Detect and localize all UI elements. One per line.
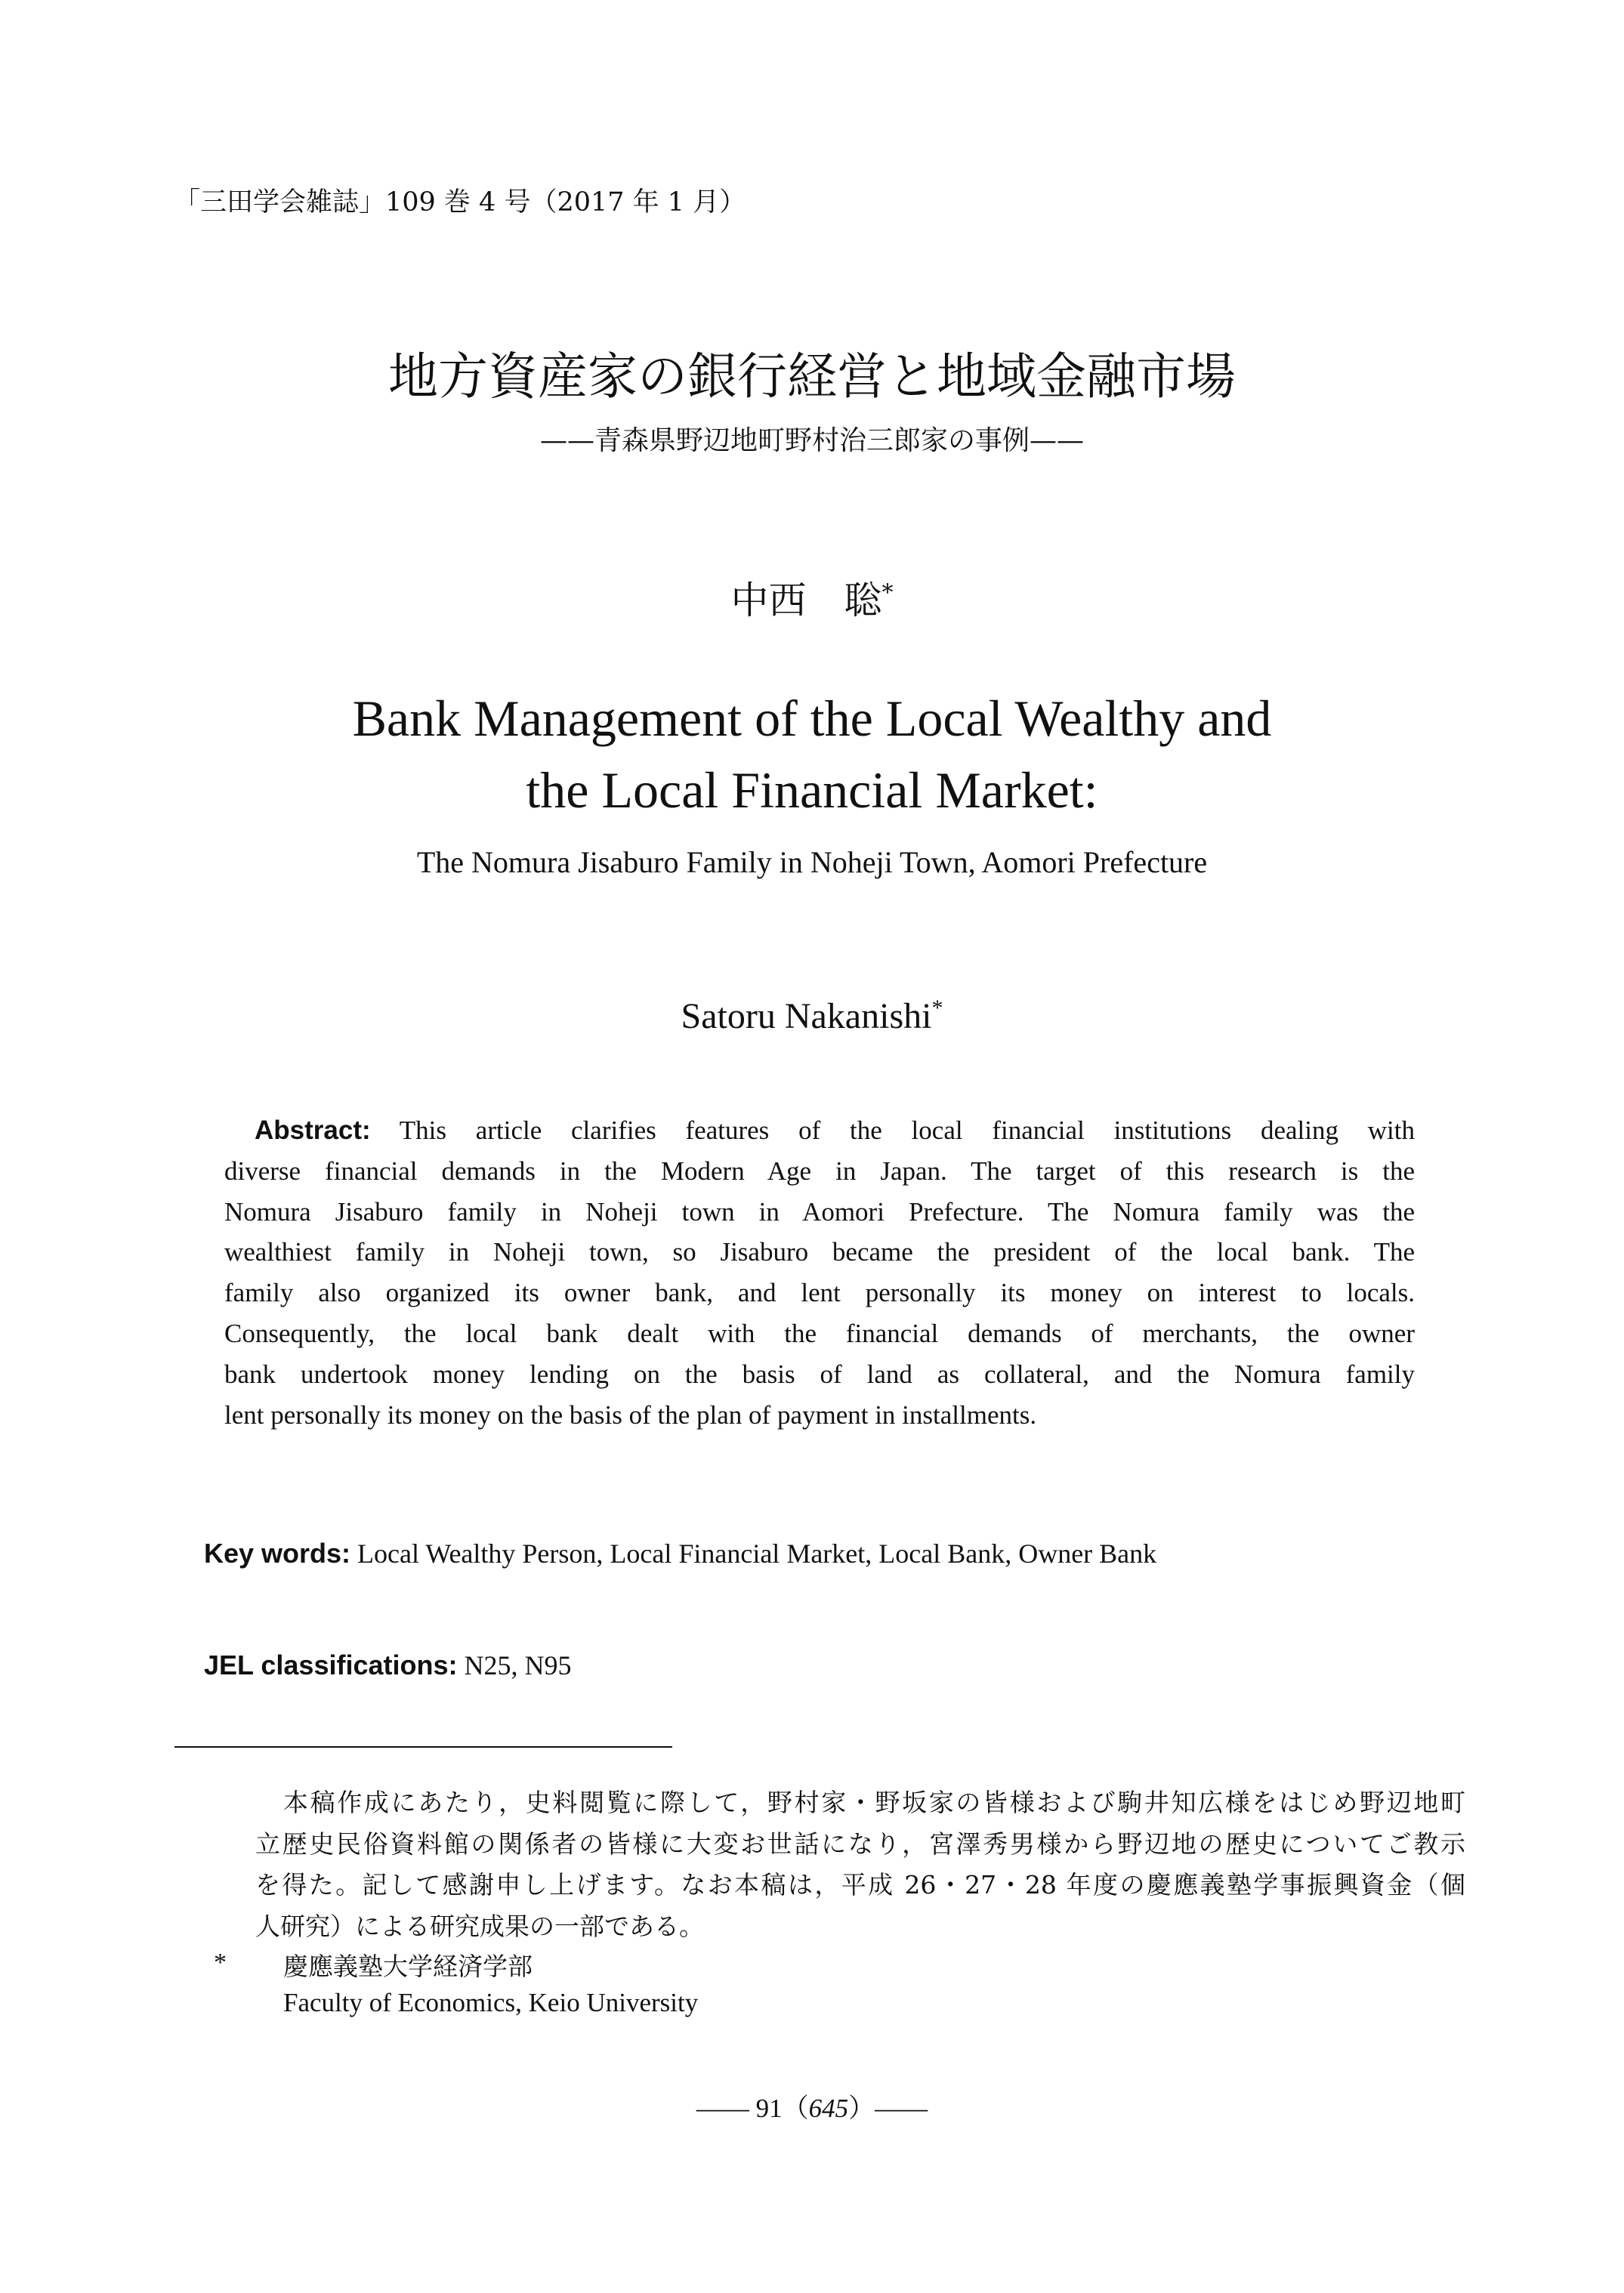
title-jp: 地方資産家の銀行経営と地域金融市場 — [388, 347, 1236, 406]
footnote-line: 立歴史民俗資料館の関係者の皆様に大変お世話になり，宮澤秀男様から野辺地の歴史についてご教示 — [255, 1829, 1465, 1859]
author-jp-mark: * — [881, 579, 894, 606]
author-en-name: Satoru Nakanishi — [681, 996, 932, 1036]
title-en-line2: the Local Financial Market: — [526, 761, 1098, 819]
abstract-label: Abstract: — [255, 1116, 371, 1145]
title-en-line1: Bank Management of the Local Wealthy and — [352, 690, 1272, 747]
jel-label: JEL classifications: — [204, 1650, 458, 1680]
keywords — [204, 1538, 1156, 1569]
footnote-line: 本稿作成にあたり，史料閲覧に際して，野村家・野坂家の皆様および駒井知広様をはじめ野辺地町 — [283, 1788, 1465, 1817]
subtitle-jp: ——青森県野辺地町野村治三郎家の事例—— — [539, 425, 1084, 456]
keywords-label: Key words: — [204, 1538, 351, 1569]
page-number-suffix: ）—— — [848, 2094, 928, 2123]
abstract-line: This article clarifies features of the local financial institutions dealing with — [399, 1116, 1415, 1145]
abstract-line: Nomura Jisaburo family in Noheji town in Aomori Prefecture. The Nomura family was the — [224, 1196, 1415, 1227]
journal-header: 「三田学会雑誌」109 巻 4 号（2017 年 1 月） — [174, 187, 746, 218]
author-jp — [0, 570, 1624, 625]
footnote-line: を得た。記して感謝申し上げます。なお本稿は，平成 26・27・28 年度の慶應義塾学事振興資金（個 — [255, 1870, 1465, 1900]
abstract-line: family also organized its owner bank, and lent personally its money on interest to locals. — [224, 1278, 1415, 1308]
affiliation-en: Faculty of Economics, Keio University — [283, 1988, 699, 2017]
page-number-inner: 645 — [808, 2094, 849, 2123]
footnote-acknowledgement — [255, 1782, 1465, 1947]
author-jp-name: 中西 聡 — [730, 579, 882, 622]
abstract-line: bank undertook money lending on the basis of land as collateral, and the Nomura family — [224, 1359, 1415, 1389]
footnote-mark: * — [214, 1949, 227, 1977]
affiliation-jp: 慶應義塾大学経済学部 — [283, 1952, 533, 1981]
subtitle-en: The Nomura Jisaburo Family in Noheji Town, Aomori Prefecture — [416, 845, 1208, 879]
keywords-value: Local Wealthy Person, Local Financial Market, Local Bank, Owner Bank — [357, 1538, 1157, 1569]
jel-classifications — [204, 1650, 571, 1681]
footnote-rule — [174, 1746, 672, 1748]
abstract-line: Consequently, the local bank dealt with the financial demands of merchants, the owner — [224, 1318, 1415, 1348]
jel-value: N25, N95 — [464, 1650, 572, 1680]
abstract-line: diverse financial demands in the Modern Age in Japan. The target of this research is the — [224, 1156, 1415, 1186]
abstract-line: wealthiest family in Noheji town, so Jisaburo became the president of the local bank. The — [224, 1237, 1415, 1267]
page-number-main: —— 91（ — [696, 2094, 809, 2123]
abstract-line: lent personally its money on the basis of the plan of payment in installments. — [224, 1400, 1037, 1430]
page-number — [0, 2088, 1624, 2125]
abstract — [224, 1110, 1415, 1435]
footnote-line: 人研究）による研究成果の一部である。 — [255, 1911, 704, 1941]
author-en — [0, 995, 1624, 1037]
author-en-mark: * — [931, 995, 943, 1020]
